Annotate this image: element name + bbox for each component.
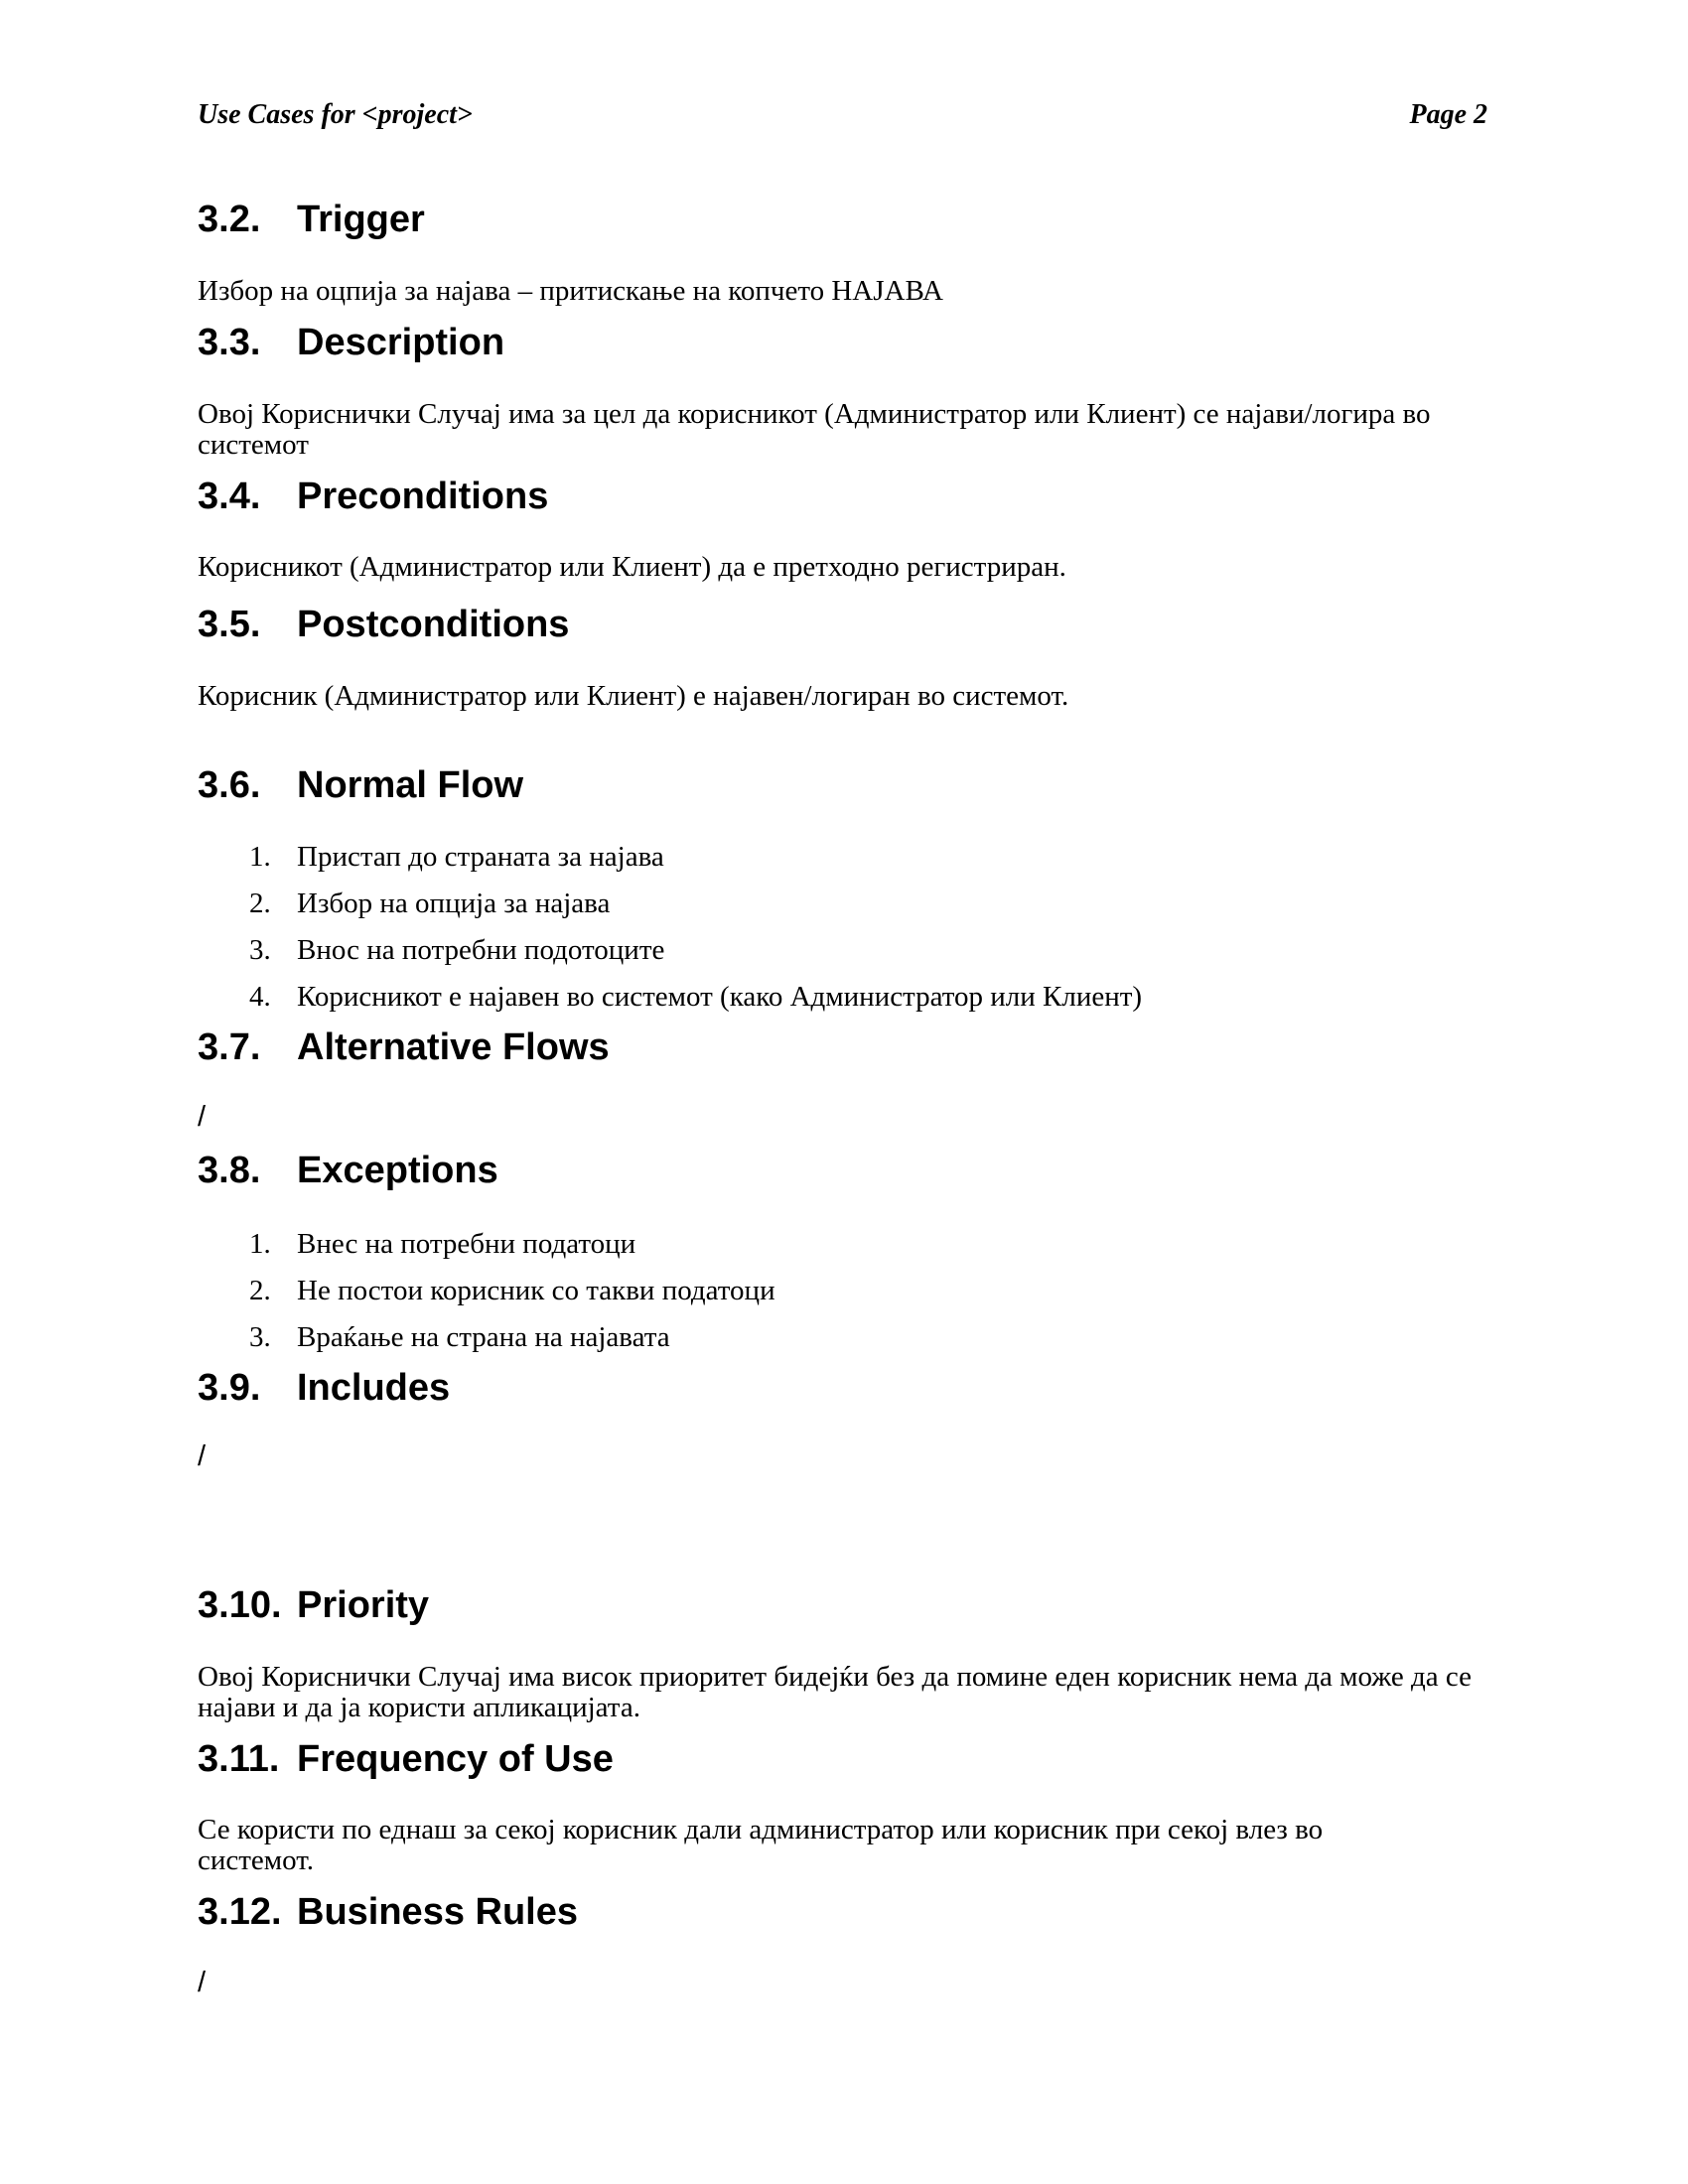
section-description-heading (198, 320, 1488, 365)
list-item (198, 842, 1488, 888)
section-number: 3.8. (198, 1150, 261, 1191)
section-title: Exceptions (297, 1150, 498, 1191)
section-number: 3.10. (198, 1584, 282, 1626)
frequency-text: Се користи по еднаш за секој корисник дали администратор или корисник при секој влез во системот. (198, 1814, 1324, 1876)
exceptions-list (198, 1229, 1488, 1369)
section-number: 3.12. (198, 1891, 282, 1933)
section-alternative-flows-heading (198, 1024, 1488, 1070)
list-item-text: Корисникот е најавен во системот (како Администратор или Клиент) (297, 981, 1143, 1013)
list-item-number: 3. (249, 1321, 271, 1353)
trigger-text: Избор на оцпија за најава – притискање на копчето НАЈАВА (198, 275, 943, 307)
section-priority-heading (198, 1582, 1488, 1628)
list-item-text: Избор на опција за најава (297, 887, 611, 919)
section-title: Priority (297, 1584, 430, 1626)
section-title: Trigger (297, 199, 425, 240)
section-preconditions-heading (198, 474, 1488, 519)
section-title: Normal Flow (297, 764, 524, 806)
section-title: Postconditions (297, 604, 570, 645)
preconditions-text: Корисникот (Администратор или Клиент) да е претходно регистриран. (198, 551, 1066, 583)
section-frequency-heading (198, 1736, 1488, 1782)
list-item-number: 1. (249, 841, 271, 873)
section-trigger-heading (198, 197, 1488, 242)
postconditions-text: Корисник (Администратор или Клиент) е најавен/логиран во системот. (198, 680, 1069, 712)
list-item-number: 3. (249, 934, 271, 966)
list-item-text: Внос на потребни подотоците (297, 934, 665, 966)
section-number: 3.5. (198, 604, 261, 645)
list-item-number: 4. (249, 981, 271, 1013)
section-business-rules-heading (198, 1889, 1488, 1935)
normal-flow-list (198, 842, 1488, 1028)
business-rules-text: / (198, 1967, 207, 1998)
section-title: Frequency of Use (297, 1738, 614, 1780)
section-title: Includes (297, 1367, 451, 1409)
list-item-number: 2. (249, 887, 271, 919)
list-item-number: 1. (249, 1228, 271, 1260)
list-item-text: Не постои корисник со такви податоци (297, 1275, 775, 1306)
section-includes-heading (198, 1365, 1488, 1411)
section-postconditions-heading (198, 602, 1488, 647)
alternative-flows-text: / (198, 1101, 207, 1133)
section-number: 3.4. (198, 476, 261, 517)
list-item (198, 982, 1488, 1028)
section-number: 3.2. (198, 199, 261, 240)
includes-text: / (198, 1440, 207, 1472)
list-item-text: Пристап до страната за најава (297, 841, 664, 873)
section-exceptions-heading (198, 1148, 1488, 1193)
section-number: 3.3. (198, 322, 261, 363)
page-number: Page 2 (1409, 99, 1487, 130)
list-item (198, 1229, 1488, 1276)
page-header-title: Use Cases for <project> (198, 99, 473, 130)
list-item (198, 1276, 1488, 1322)
list-item-text: Враќање на страна на најавата (297, 1321, 670, 1353)
description-text: Овој Кориснички Случај има за цел да корисникот (Администратор или Клиент) се најави/логира во системот (198, 398, 1431, 461)
section-number: 3.11. (198, 1738, 280, 1780)
priority-text: Овој Кориснички Случај има висок приоритет бидејќи без да помине еден корисник нема да може да се најави и да ја користи апликацијата. (198, 1661, 1473, 1723)
list-item-number: 2. (249, 1275, 271, 1306)
list-item (198, 888, 1488, 935)
list-item-text: Внес на потребни податоци (297, 1228, 636, 1260)
section-number: 3.9. (198, 1367, 261, 1409)
list-item (198, 935, 1488, 982)
section-normal-flow-heading (198, 762, 1488, 808)
section-number: 3.7. (198, 1026, 261, 1068)
list-item (198, 1322, 1488, 1369)
section-title: Description (297, 322, 505, 363)
section-number: 3.6. (198, 764, 261, 806)
section-title: Business Rules (297, 1891, 578, 1933)
section-title: Preconditions (297, 476, 549, 517)
section-title: Alternative Flows (297, 1026, 610, 1068)
